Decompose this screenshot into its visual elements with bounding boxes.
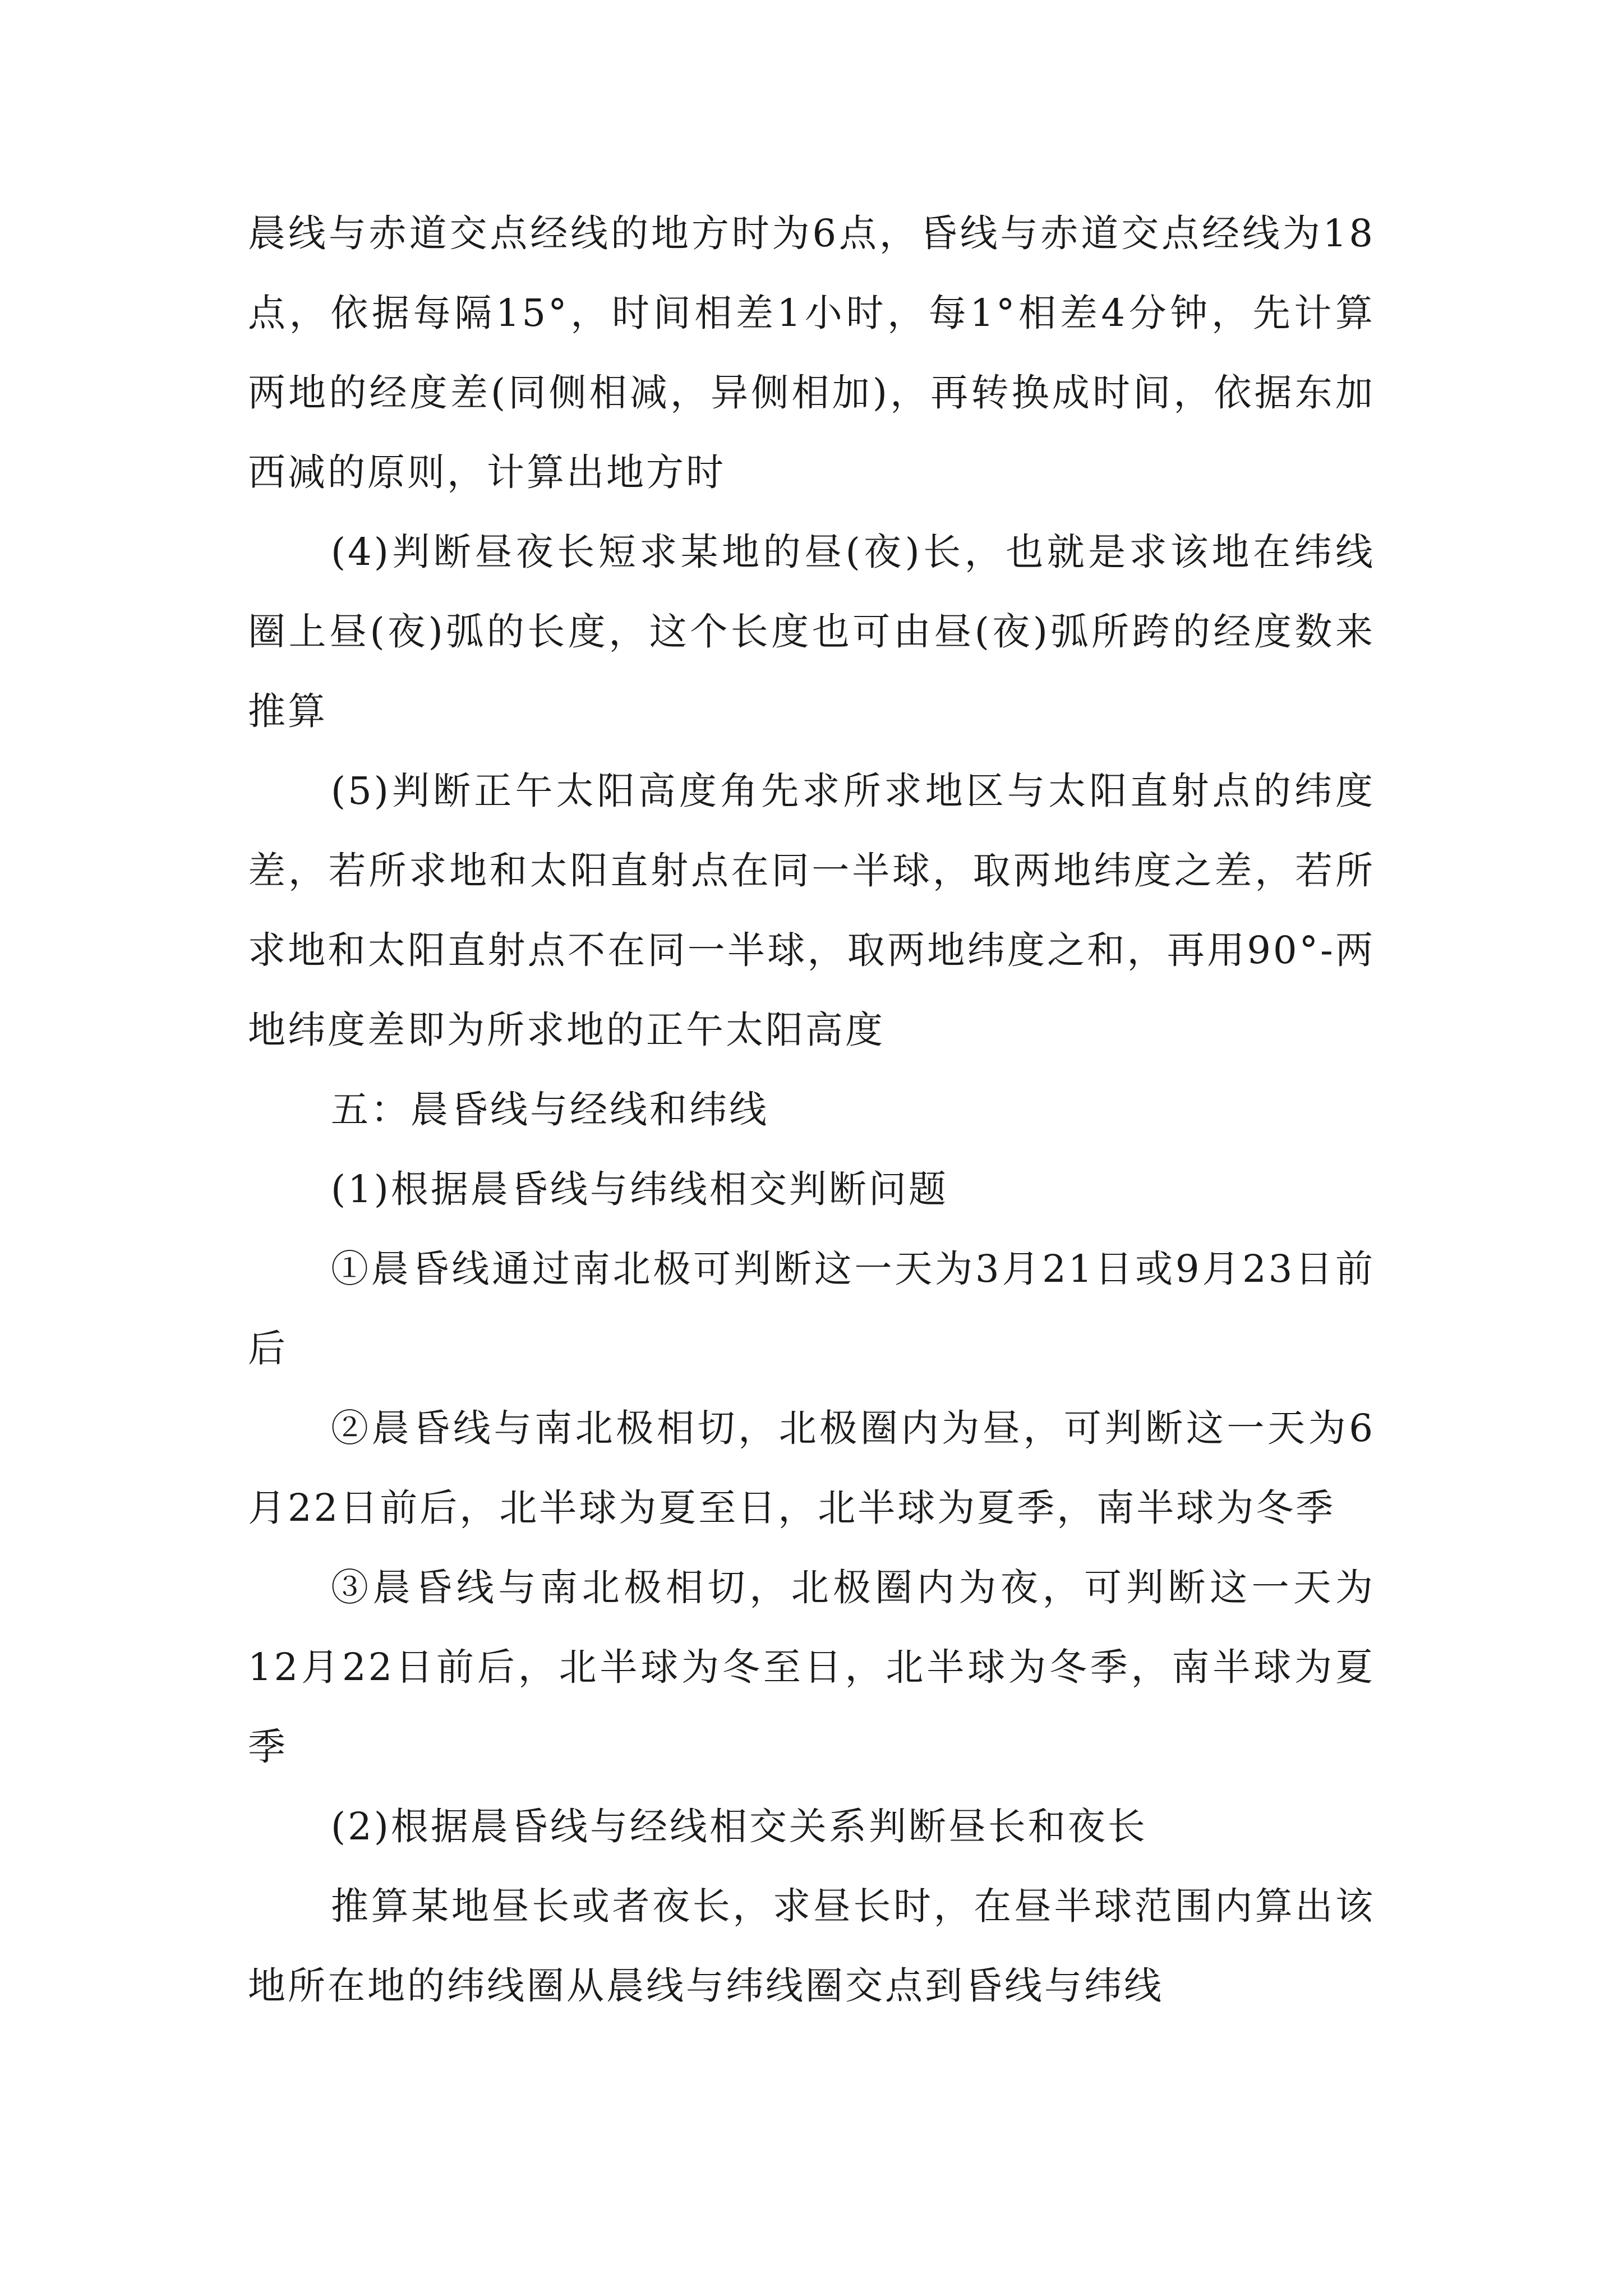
list-item-equinox: ①晨昏线通过南北极可判断这一天为3月21日或9月23日前后	[248, 1247, 1375, 1370]
list-item-winter-solstice: ③晨昏线与南北极相切，北极圈内为夜，可判断这一天为12月22日前后，北半球为冬至日，北半球为冬季，南半球为夏季	[248, 1566, 1375, 1769]
section-heading-five: 五：晨昏线与经线和纬线	[331, 1088, 769, 1131]
paragraph-local-time: 晨线与赤道交点经线的地方时为6点，昏线与赤道交点经线为18点，依据每隔15°，时间相差1小时，每1°相差4分钟，先计算两地的经度差(同侧相减，异侧相加)，再转换成时间，依据东加西减的原则，计算出地方时	[248, 211, 1375, 494]
paragraph-noon-sun-altitude: (5)判断正午太阳高度角先求所求地区与太阳直射点的纬度差，若所求地和太阳直射点在同一半球，取两地纬度之差，若所求地和太阳直射点不在同一半球，取两地纬度之和，再用90°-两地纬度差即为所求地的正午太阳高度	[248, 769, 1375, 1052]
document-body	[248, 194, 1375, 2026]
subheading-latitude-intersection: (1)根据晨昏线与纬线相交判断问题	[331, 1167, 948, 1211]
list-item-summer-solstice: ②晨昏线与南北极相切，北极圈内为昼，可判断这一天为6月22日前后，北半球为夏至日，北半球为夏季，南半球为冬季	[248, 1406, 1375, 1530]
paragraph-day-night-length: (4)判断昼夜长短求某地的昼(夜)长，也就是求该地在纬线圈上昼(夜)弧的长度，这个长度也可由昼(夜)弧所跨的经度数来推算	[248, 530, 1375, 733]
paragraph-daylength-calculation: 推算某地昼长或者夜长，求昼长时，在昼半球范围内算出该地所在地的纬线圈从晨线与纬线圈交点到昏线与纬线	[248, 1884, 1375, 2008]
subheading-longitude-intersection: (2)根据晨昏线与经线相交关系判断昼长和夜长	[331, 1805, 1147, 1848]
